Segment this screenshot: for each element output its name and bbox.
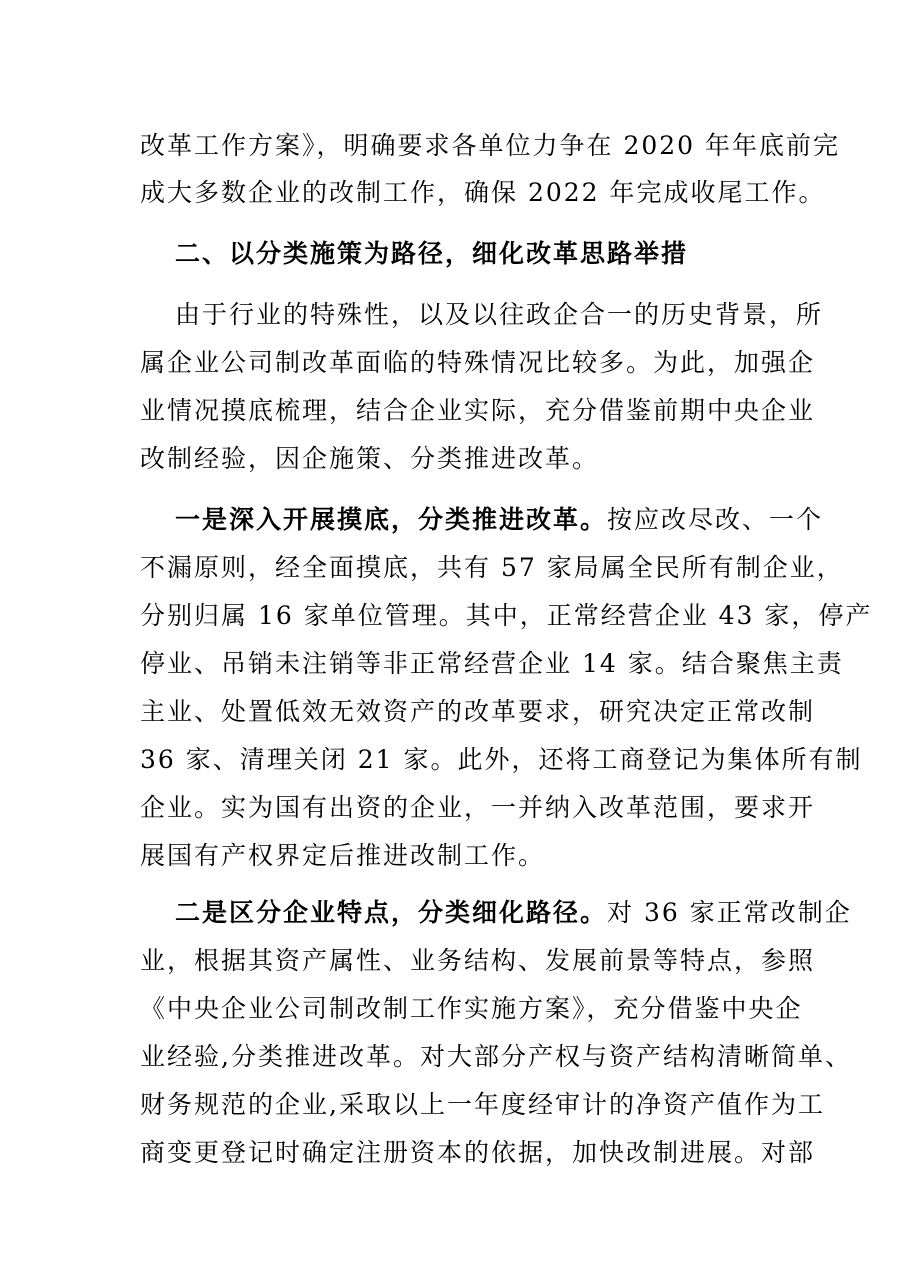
paragraph-3-line-3: 分别归属 16 家单位管理。其中，正常经营企业 43 家，停产: [140, 601, 873, 630]
paragraph-3-line-6: 36 家、清理关闭 21 家。此外，还将工商登记为集体所有制: [140, 745, 863, 774]
paragraph-4-line-5: 财务规范的企业,采取以上一年度经审计的净资产值作为工: [140, 1090, 825, 1119]
paragraph-3-line-2: 不漏原则，经全面摸底，共有 57 家局属全民所有制企业，: [140, 553, 844, 582]
paragraph-4-line-3: 《中央企业公司制改制工作实施方案》，充分借鉴中央企: [140, 994, 803, 1023]
paragraph-2-line-1: 由于行业的特殊性，以及以往政企合一的历史背景，所: [175, 300, 824, 329]
paragraph-3-line-1: [175, 507, 823, 532]
paragraph-1-line-1: 改革工作方案》，明确要求各单位力争在 2020 年年底前完: [140, 131, 841, 160]
paragraph-4-lead: 二是区分企业特点，分类细化路径。: [175, 898, 608, 927]
paragraph-3-line-4: 停业、吊销未注销等非正常经营企业 14 家。结合聚焦主责: [140, 649, 844, 678]
paragraph-2-line-2: 属企业公司制改革面临的特殊情况比较多。为此，加强企: [140, 348, 816, 377]
section-heading-2: 二、以分类施策为路径，细化改革思路举措: [175, 239, 689, 268]
paragraph-3-lead: 一是深入开展摸底，分类推进改革。: [175, 505, 608, 534]
paragraph-2-line-4: 改制经验，因企施策、分类推进改革。: [140, 444, 600, 473]
paragraph-4-line-1-rest: 对 36 家正常改制企: [607, 898, 852, 927]
paragraph-3-line-8: 展国有产权界定后推进改制工作。: [140, 841, 546, 870]
paragraph-4-line-6: 商变更登记时确定注册资本的依据，加快改制进展。对部: [140, 1138, 816, 1167]
paragraph-4-line-4: 业经验,分类推进改革。对大部分产权与资产结构清晰简单、: [140, 1042, 852, 1071]
paragraph-3-line-5: 主业、处置低效无效资产的改革要求，研究决定正常改制: [140, 697, 816, 726]
paragraph-4-line-2: 业，根据其资产属性、业务结构、发展前景等特点，参照: [140, 946, 816, 975]
paragraph-4-line-1: [175, 900, 852, 925]
paragraph-2-line-3: 业情况摸底梳理，结合企业实际，充分借鉴前期中央企业: [140, 396, 816, 425]
paragraph-1-line-2: 成大多数企业的改制工作，确保 2022 年完成收尾工作。: [140, 178, 826, 207]
paragraph-3-line-7: 企业。实为国有出资的企业，一并纳入改革范围，要求开: [140, 793, 816, 822]
paragraph-3-line-1-rest: 按应改尽改、一个: [607, 505, 824, 534]
